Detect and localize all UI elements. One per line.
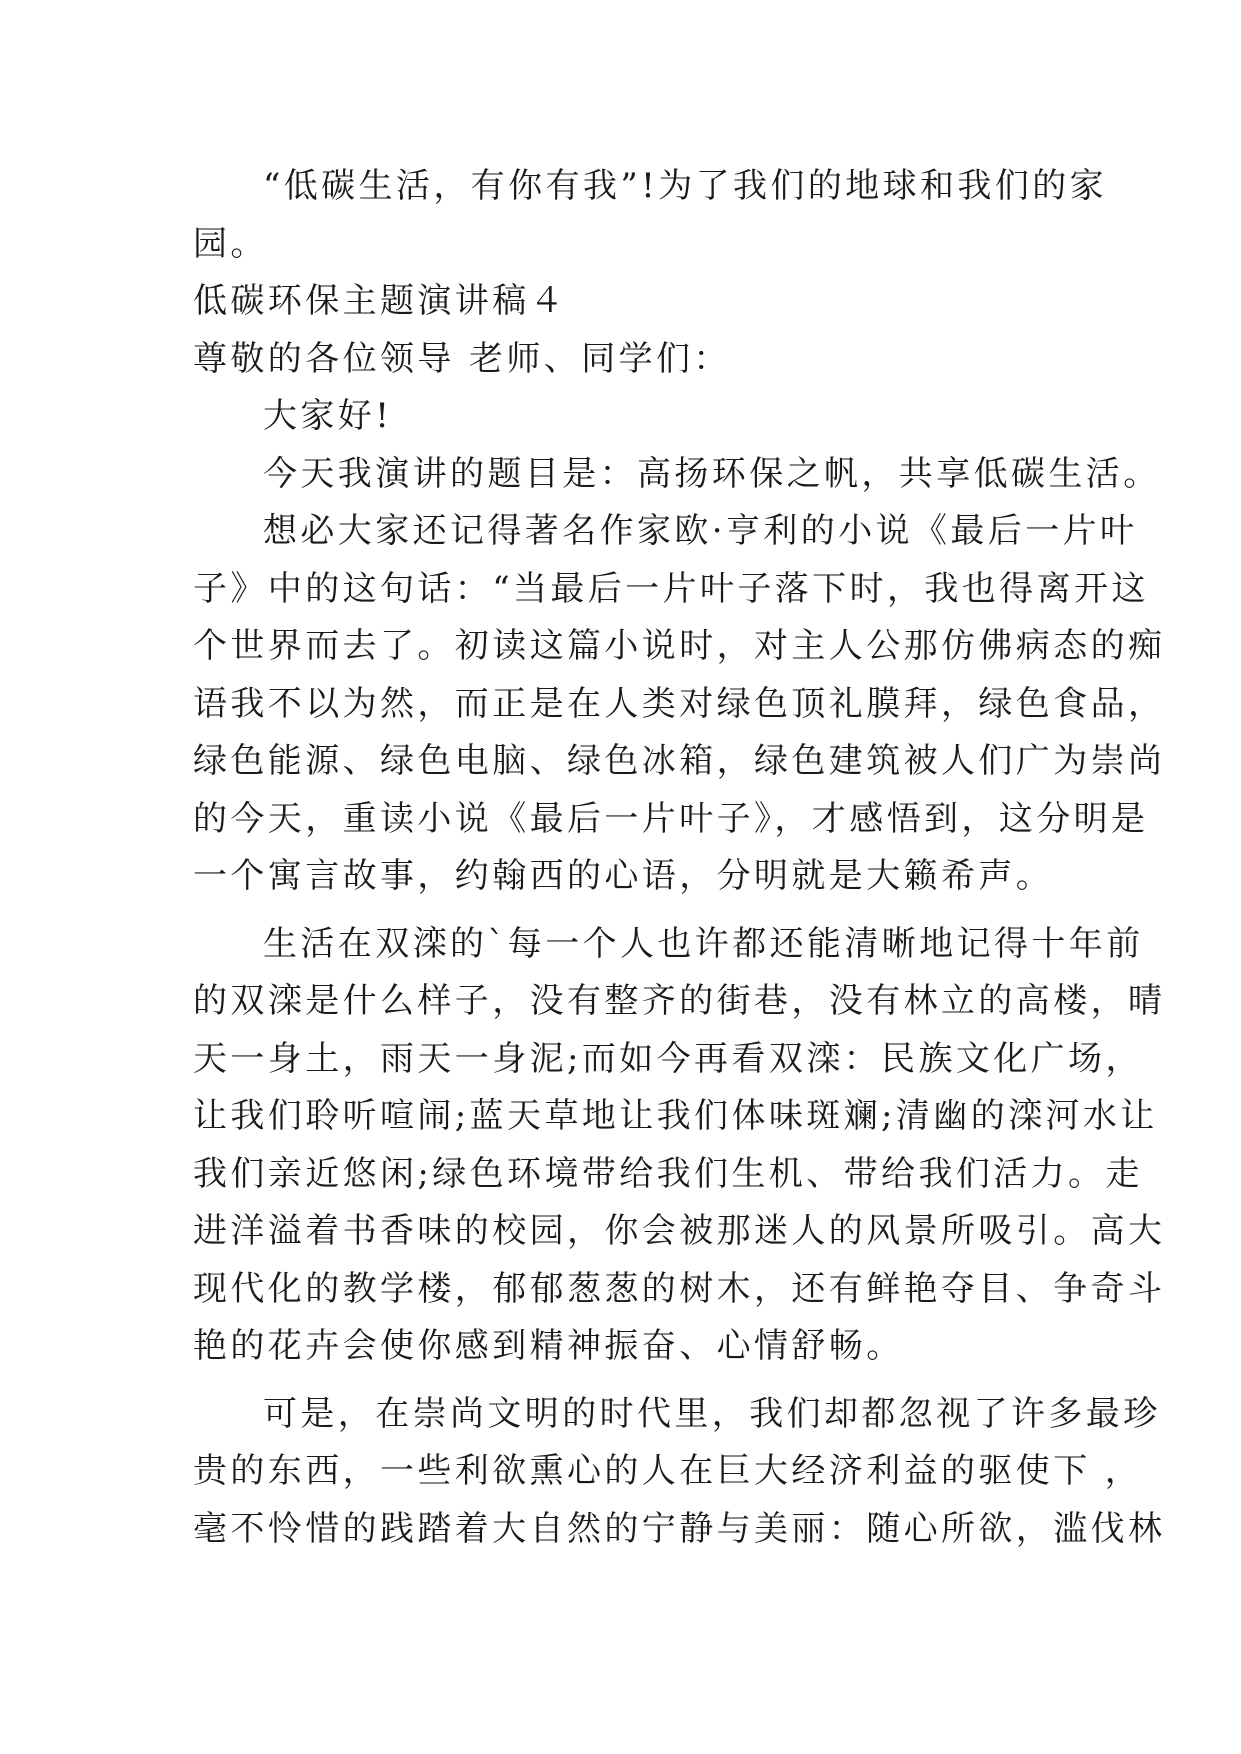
section-title: 低碳环保主题演讲稿４ (193, 281, 567, 321)
salutation: 尊敬的各位领导 老师、同学们： (193, 338, 731, 379)
paragraph-line: 进洋溢着书香味的校园，你会被那迷人的风景所吸引。高大 (193, 1211, 1166, 1251)
paragraph-line: “低碳生活，有你有我”!为了我们的地球和我们的家 (263, 166, 1108, 206)
paragraph-line: 今天我演讲的题目是：高扬环保之帆，共享低碳生活。 (263, 453, 1161, 494)
paragraph-line: 可是，在崇尚文明的时代里，我们却都忽视了许多最珍 (263, 1393, 1161, 1434)
paragraph-line: 园。 (193, 223, 268, 264)
paragraph-line: 子》中的这句话：“当最后一片叶子落下时，我也得离开这 (193, 568, 1149, 609)
paragraph-line: 天一身土，雨天一身泥;而如今再看双滦：民族文化广场， (193, 1038, 1143, 1079)
paragraph-line: 毫不怜惜的践踏着大自然的宁静与美丽：随心所欲，滥伐林 (193, 1508, 1166, 1549)
greeting: 大家好! (263, 396, 393, 436)
paragraph-line: 生活在双滦的`每一个人也许都还能清晰地记得十年前 (263, 923, 1144, 964)
paragraph-line: 让我们聆听喧闹;蓝天草地让我们体味斑斓;清幽的滦河水让 (193, 1096, 1158, 1136)
paragraph-line: 一个寓言故事，约翰西的心语，分明就是大籁希声。 (193, 856, 1054, 896)
paragraph-line: 语我不以为然，而正是在人类对绿色顶礼膜拜，绿色食品， (193, 683, 1166, 724)
paragraph-line: 我们亲近悠闲;绿色环境带给我们生机、带给我们活力。走 (193, 1153, 1143, 1194)
paragraph-line: 绿色能源、绿色电脑、绿色冰箱，绿色建筑被人们广为崇尚 (193, 741, 1166, 781)
paragraph-line: 现代化的教学楼，郁郁葱葱的树木，还有鲜艳夺目、争奇斗 (193, 1268, 1166, 1309)
paragraph-line: 贵的东西，一些利欲熏心的人在巨大经济利益的驱使下 ， (193, 1451, 1143, 1491)
document-body (193, 158, 1166, 1558)
paragraph-line: 的双滦是什么样子，没有整齐的街巷，没有林立的高楼，晴 (193, 981, 1166, 1021)
paragraph-line: 想必大家还记得著名作家欧·亨利的小说《最后一片叶 (263, 511, 1138, 551)
paragraph-line: 艳的花卉会使你感到精神振奋、心情舒畅。 (193, 1326, 904, 1366)
paragraph-line: 个世界而去了。初读这篇小说时，对主人公那仿佛病态的痴 (193, 626, 1166, 666)
paragraph-line: 的今天，重读小说《最后一片叶子》，才感悟到，这分明是 (193, 798, 1149, 839)
